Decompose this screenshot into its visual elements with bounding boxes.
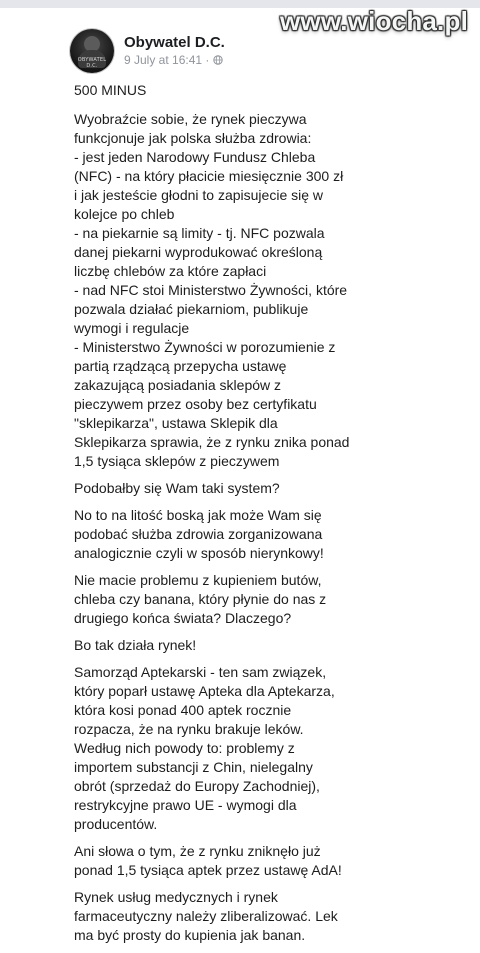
post-title: 500 MINUS [74, 82, 147, 98]
post-paragraph: Bo tak działa rynek! [74, 637, 197, 653]
watermark: www.wiocha.pl [280, 6, 468, 36]
avatar[interactable] [70, 29, 114, 73]
post-paragraph: Ani słowa o tym, że z rynku zniknęło już ponad 1,5 tysiąca aptek przez ustawę AdA! [74, 843, 342, 878]
post-paragraph: Nie macie problemu z kupieniem butów, chleba czy banana, który płynie do nas z drugiego końca świata? Dlaczego? [74, 572, 327, 626]
author-name[interactable]: Obywatel D.C. [124, 34, 225, 51]
avatar-caption: OBYWATEL D.C. [77, 57, 107, 69]
post-paragraph: Podobałby się Wam taki system? [74, 480, 280, 496]
post-header [70, 26, 225, 76]
post-paragraph: No to na litość boską jak może Wam się podobać służba zdrowia zorganizowana analogicznie czyli w sposób nierynkowy! [74, 507, 324, 561]
post-time-row [124, 52, 225, 68]
globe-icon [213, 55, 223, 65]
post-paragraph: Samorząd Aptekarski - ten sam związek, który poparł ustawę Apteka dla Aptekarza, która kosi ponad 400 aptek rocznie rozpacza, że na rynku brakuje leków. Według nich powody to: problemy z importem substancji z Chin, nielegalny obrót (sprzedaż do Europy Zachodniej), restrykcyjne prawo UE - wymogi dla producentów. [74, 664, 335, 832]
post-body [74, 81, 474, 953]
post-time[interactable]: 9 July at 16:41 · [124, 53, 210, 67]
post-paragraph: Rynek usług medycznych i rynek farmaceutyczny należy zliberalizować. Lek ma być prosty do kupienia jak banan. [74, 889, 338, 943]
author-meta [124, 34, 225, 68]
post-paragraph: Wyobraźcie sobie, że rynek pieczywa funkcjonuje jak polska służba zdrowia: - jest jeden Narodowy Fundusz Chleba (NFC) - na który płacicie miesięcznie 300 zł i jak jesteście głodni to zapisujecie się w kolejce po chleb - na piekarnie są limity - tj. NFC pozwala danej piekarni wyprodukować określoną liczbę chlebów za które zapłaci - nad NFC stoi Ministerstwo Żywności, które pozwala działać piekarniom, publikuje wymogi i regulacje - Ministerstwo Żywności w porozumienie z partią rządzącą przepycha ustawę zakazującą posiadania sklepów z pieczywem przez osoby bez certyfikatu "sklepikarza", ustawa Sklepik dla Sklepikarza sprawia, że z rynku znika ponad 1,5 tysiąca sklepów z pieczywem [74, 111, 350, 469]
